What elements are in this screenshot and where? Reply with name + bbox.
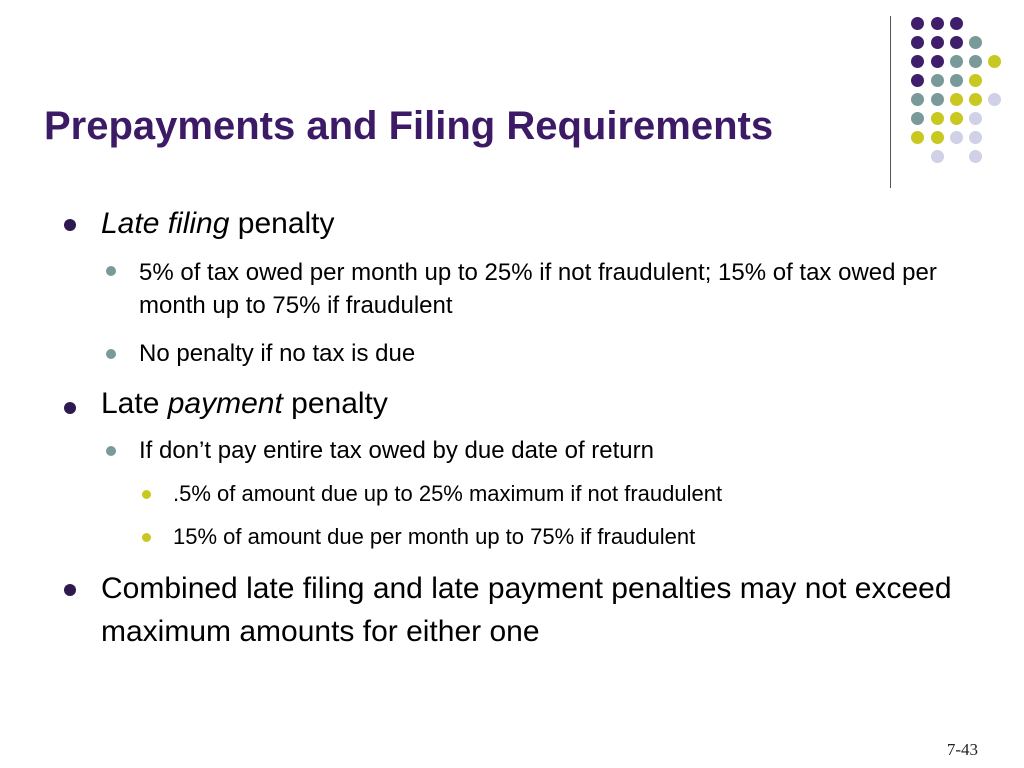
dot [911,74,924,87]
bullet-late-filing-rate: 5% of tax owed per month up to 25% if not fraudulent; 15% of tax owed per month up to 75% if fraudulent [139,259,937,319]
bullet-dot [106,266,116,276]
bullet-late-payment [101,384,388,424]
late-payment-rest: penalty [282,387,388,420]
dot [950,93,963,106]
dot [950,55,963,68]
dot [931,93,944,106]
dot [950,17,963,30]
page-number: 7-43 [946,740,978,759]
dot [969,36,982,49]
dot [969,150,982,163]
late-payment-pre: Late [101,387,168,420]
dot [950,112,963,125]
dot [988,55,1001,68]
dot [931,74,944,87]
dot [911,55,924,68]
dot [911,36,924,49]
bullet-dot [64,584,76,596]
bullet-dot [142,533,151,542]
decorative-dot-grid [0,0,1024,200]
dot [969,74,982,87]
dot [931,150,944,163]
bullet-combined: Combined late filing and late payment penalties may not exceed maximum amounts for either one [101,572,952,648]
dot [911,112,924,125]
dot [911,131,924,144]
dot [950,36,963,49]
bullet-dot [64,219,76,231]
bullet-dot [106,349,116,359]
dot [931,131,944,144]
late-filing-italic: Late filing [101,207,230,240]
late-payment-italic: payment [167,387,283,420]
dot [969,131,982,144]
bullet-dot [142,490,151,499]
bullet-dont-pay: If don’t pay entire tax owed by due date of return [139,437,654,464]
bullet-late-filing [101,204,335,244]
dot [969,112,982,125]
dot [950,74,963,87]
dot [931,36,944,49]
bullet-dot [106,446,116,456]
dot [969,55,982,68]
bullet-dot [64,402,76,414]
dot [911,17,924,30]
bullet-rate-fraud: 15% of amount due per month up to 75% if fraudulent [173,524,696,549]
dot [931,55,944,68]
late-filing-rest: penalty [229,207,335,240]
bullet-no-penalty: No penalty if no tax is due [139,340,416,367]
dot [931,17,944,30]
dot [988,93,1001,106]
dot [969,93,982,106]
dot [911,93,924,106]
page-title: Prepayments and Filing Requirements [44,104,774,148]
dot [931,112,944,125]
bullet-rate-not-fraud: .5% of amount due up to 25% maximum if not fraudulent [173,481,723,506]
dot [950,131,963,144]
